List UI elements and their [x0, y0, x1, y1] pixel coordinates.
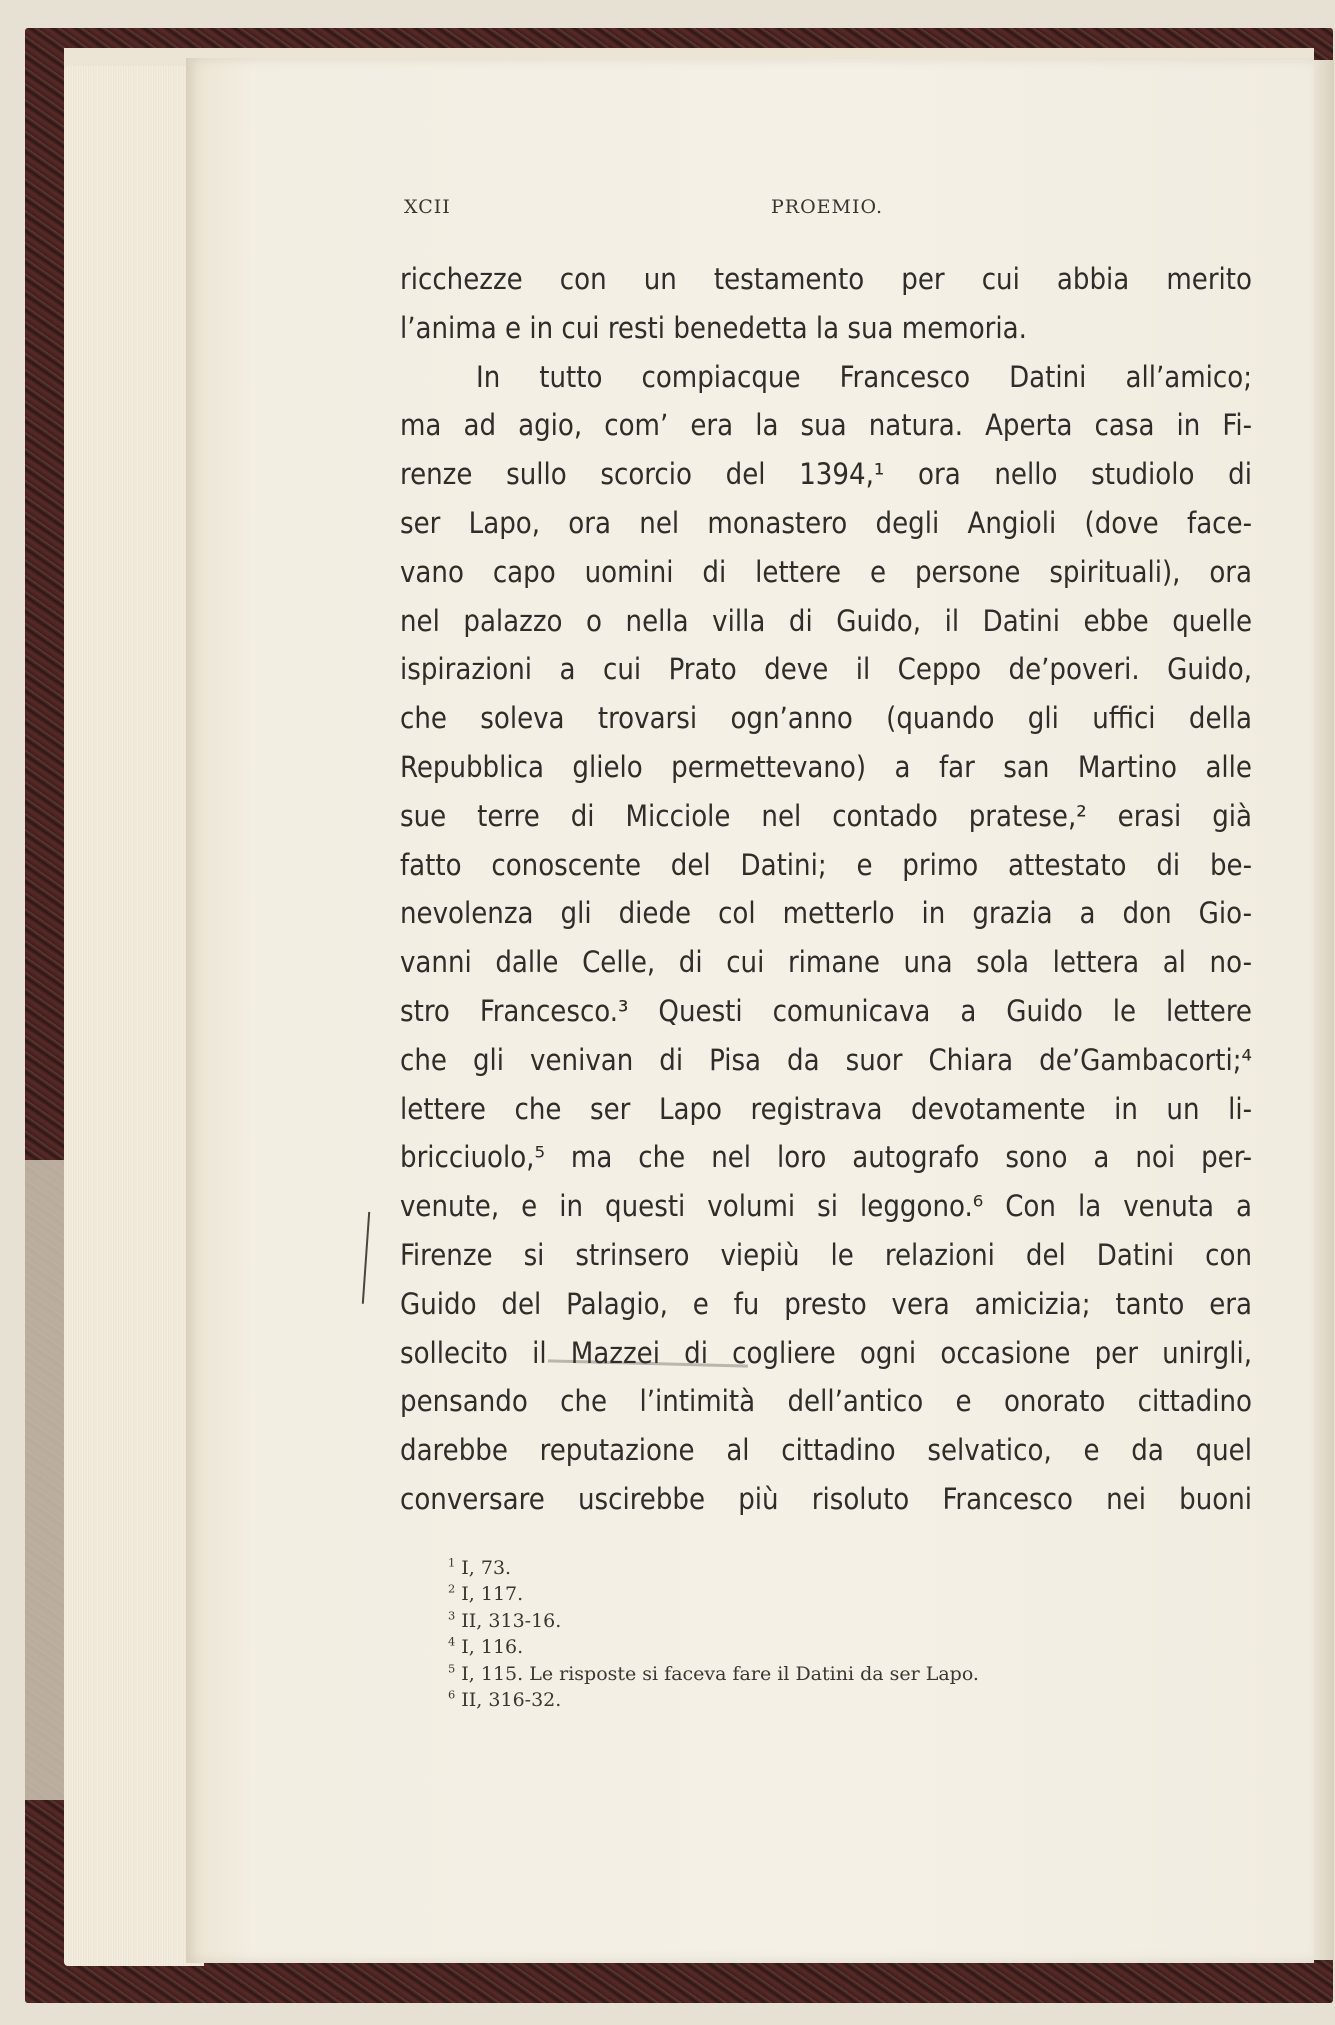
- text-line: che soleva trovarsi ogn’anno (quando gli uffici della: [400, 701, 1252, 736]
- page-block-edges: [64, 66, 204, 1966]
- text-line: fatto conoscente del Datini; e primo attestato di be-: [400, 847, 1252, 882]
- text-line: In tutto compiacque Francesco Datini all’amico;: [476, 359, 1252, 394]
- footnote-text: I, 116.: [461, 1636, 524, 1659]
- footnote-text: I, 115. Le risposte si faceva fare il Datini da ser Lapo.: [461, 1662, 979, 1685]
- text-line: nel palazzo o nella villa di Guido, il Datini ebbe quelle: [400, 603, 1252, 638]
- footnote-mark: 3: [448, 1608, 456, 1623]
- footnote-mark: 4: [448, 1634, 456, 1649]
- footnote-text: I, 117.: [461, 1583, 524, 1606]
- footnote-mark: 6: [448, 1687, 456, 1702]
- footnote-text: I, 73.: [461, 1557, 512, 1579]
- footnote: [448, 1555, 1208, 1581]
- footnote-mark: 2: [448, 1582, 456, 1597]
- text-line: Guido del Palagio, e fu presto vera amicizia; tanto era: [400, 1286, 1252, 1321]
- text-line: vanni dalle Celle, di cui rimane una sola lettera al no-: [400, 945, 1252, 980]
- footnote: [448, 1661, 1208, 1687]
- text-line: renze sullo scorcio del 1394,¹ ora nello studiolo di: [400, 457, 1252, 492]
- section-title: PROEMIO.: [771, 196, 883, 218]
- text-line: stro Francesco.³ Questi comunicava a Guido le lettere: [400, 993, 1252, 1028]
- text-line: Repubblica glielo permettevano) a far san Martino alle: [400, 749, 1252, 784]
- text-line: vano capo uomini di lettere e persone spirituali), ora: [400, 554, 1252, 589]
- footnote: [448, 1687, 1208, 1713]
- text-line: ricchezze con un testamento per cui abbia merito: [400, 262, 1252, 296]
- text-line: ispirazioni a cui Prato deve il Ceppo de’poveri. Guido,: [400, 652, 1252, 687]
- footnote-mark: 1: [448, 1555, 456, 1570]
- text-line: Firenze si strinsero viepiù le relazioni del Datini con: [400, 1237, 1252, 1272]
- worn-cover-edge: [25, 1160, 65, 1800]
- footnote: [448, 1634, 1208, 1660]
- text-line: ser Lapo, ora nel monastero degli Angioli (dove face-: [400, 505, 1252, 540]
- footnote-mark: 5: [448, 1661, 456, 1676]
- text-line: che gli venivan di Pisa da suor Chiara de’Gambacorti;⁴: [400, 1042, 1252, 1077]
- text-line: conversare uscirebbe più risoluto Francesco nei buoni: [400, 1481, 1252, 1516]
- body-text: [400, 255, 1252, 1524]
- text-line: pensando che l’intimità dell’antico e onorato cittadino: [400, 1384, 1252, 1419]
- page-number: XCII: [404, 196, 451, 218]
- running-head: [404, 196, 1250, 224]
- text-line: venute, e in questi volumi si leggono.⁶ Con la venuta a: [400, 1189, 1252, 1224]
- footnotes: [448, 1555, 1208, 1713]
- text-line: bricciuolo,⁵ ma che nel loro autografo sono a noi per-: [400, 1140, 1252, 1175]
- text-line: ma ad agio, com’ era la sua natura. Aperta casa in Fi-: [400, 408, 1252, 443]
- footnote-text: II, 316-32.: [461, 1688, 562, 1711]
- text-line: l’anima e in cui resti benedetta la sua memoria.: [400, 310, 1027, 345]
- text-line: nevolenza gli diede col metterlo in grazia a don Gio-: [400, 896, 1252, 931]
- text-line: sollecito il Mazzei di cogliere ogni occasione per unirgli,: [400, 1335, 1252, 1370]
- page-right-edge: [1314, 60, 1334, 1960]
- footnote: [448, 1581, 1208, 1607]
- footnote: [448, 1608, 1208, 1634]
- text-line: sue terre di Micciole nel contado pratese,² erasi già: [400, 798, 1252, 833]
- footnote-text: II, 313-16.: [461, 1609, 562, 1632]
- text-line: darebbe reputazione al cittadino selvatico, e da quel: [400, 1433, 1252, 1468]
- text-line: lettere che ser Lapo registrava devotamente in un li-: [400, 1091, 1252, 1126]
